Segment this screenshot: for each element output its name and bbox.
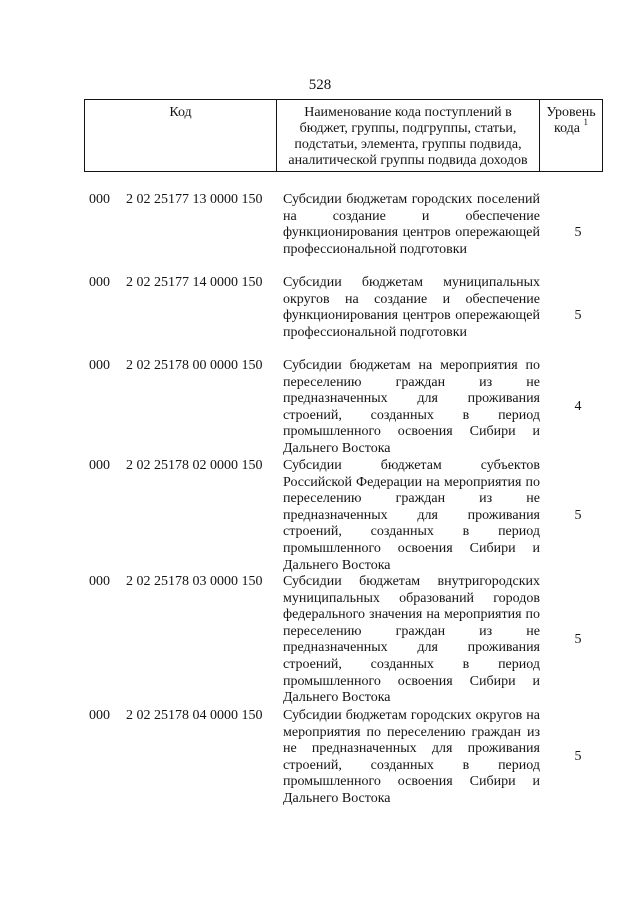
row-code: 2 02 25178 02 0000 150 xyxy=(126,458,263,473)
header-name-line: подстатьи, элемента, группы подвида, xyxy=(294,137,522,152)
header-name-line: аналитической группы подвида доходов xyxy=(288,153,528,168)
row-prefix: 000 xyxy=(89,358,110,373)
row-description: Субсидии бюджетам городских округов на мероприятия по переселению граждан из не предназначенных для проживания строений, созданных в период промышленного освоения Сибири и Дальнего Востока xyxy=(283,708,540,806)
row-description: Субсидии бюджетам субъектов Российской Федерации на мероприятия по переселению граждан из не предназначенных для проживания строений, созданных в период промышленного освоения Сибири и Дальнего Востока xyxy=(283,458,540,573)
row-description: Субсидии бюджетам внутригородских муниципальных образований городов федерального значения на мероприятия по переселению граждан из не предназначенных для проживания строений, созданных в период промышленного освоения Сибири и Дальнего Востока xyxy=(283,574,540,706)
header-level-word: кода xyxy=(553,121,581,136)
row-prefix: 000 xyxy=(89,708,110,723)
row-code: 2 02 25177 14 0000 150 xyxy=(126,275,263,290)
row-level: 5 xyxy=(574,749,582,764)
row-description: Субсидии бюджетам на мероприятия по переселению граждан из не предназначенных для проживания строений, созданных в период промышленного освоения Сибири и Дальнего Востока xyxy=(283,358,540,456)
row-level: 4 xyxy=(574,399,582,414)
header-name-line: бюджет, группы, подгруппы, статьи, xyxy=(299,121,517,136)
row-level: 5 xyxy=(574,632,582,647)
header-level-line1: Уровень xyxy=(546,105,596,120)
header-code-label: Код xyxy=(169,105,192,120)
footnote-marker: 1 xyxy=(583,117,589,128)
row-code: 2 02 25177 13 0000 150 xyxy=(126,192,263,207)
row-prefix: 000 xyxy=(89,192,110,207)
row-code: 2 02 25178 03 0000 150 xyxy=(126,574,263,589)
row-description: Субсидии бюджетам городских поселений на создание и обеспечение функционирования центров опережающей профессиональной подготовки xyxy=(283,192,540,257)
page-number: 528 xyxy=(308,77,332,93)
row-code: 2 02 25178 00 0000 150 xyxy=(126,358,263,373)
row-description: Субсидии бюджетам муниципальных округов на создание и обеспечение функционирования центров опережающей профессиональной подготовки xyxy=(283,275,540,340)
row-prefix: 000 xyxy=(89,275,110,290)
row-prefix: 000 xyxy=(89,574,110,589)
row-code: 2 02 25178 04 0000 150 xyxy=(126,708,263,723)
row-level: 5 xyxy=(574,508,582,523)
row-prefix: 000 xyxy=(89,458,110,473)
row-level: 5 xyxy=(574,225,582,240)
row-level: 5 xyxy=(574,308,582,323)
header-name-line: Наименование кода поступлений в xyxy=(304,105,512,120)
